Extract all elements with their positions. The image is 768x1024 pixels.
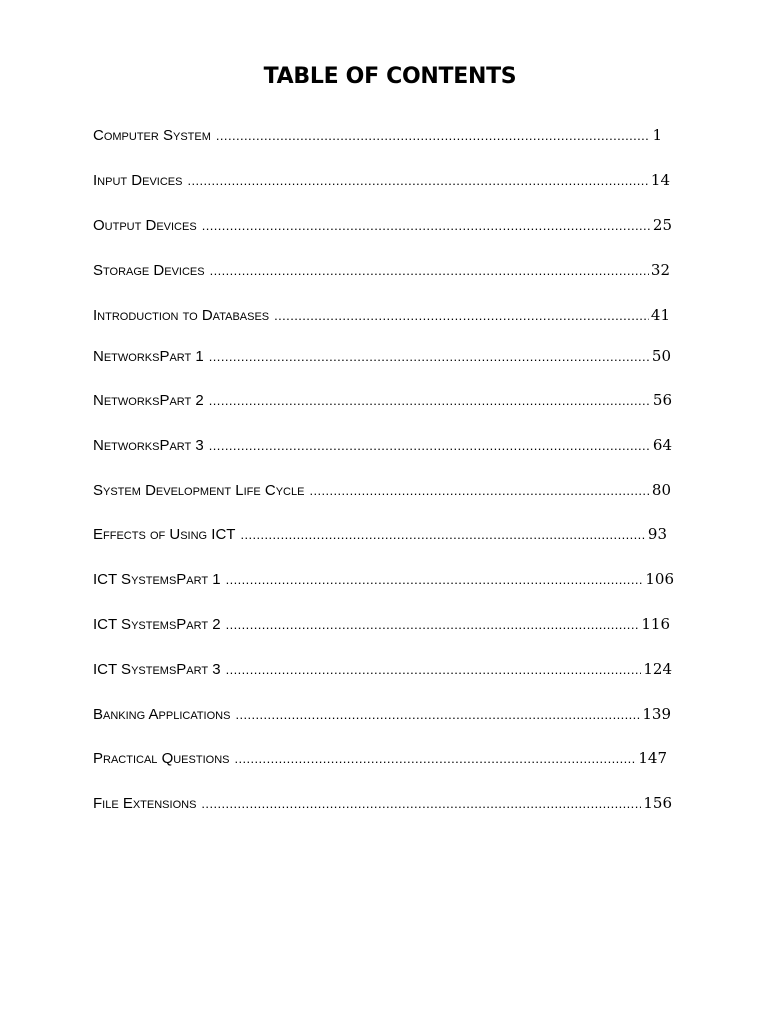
toc-entry: [93, 216, 672, 238]
toc-entry: [93, 306, 670, 328]
toc-entry-part: Part 1: [159, 348, 204, 365]
toc-entry-title: File Extensions: [93, 795, 197, 812]
toc-entry-page-number: 41: [650, 306, 670, 324]
dot-leader: [209, 438, 651, 453]
toc-entry-page-number: 106: [645, 570, 674, 588]
dot-leader: [226, 617, 640, 632]
page-title: TABLE OF CONTENTS: [263, 64, 517, 89]
dot-leader: [226, 572, 644, 587]
dot-leader: [209, 349, 650, 364]
toc-entry-page-number: 14: [650, 171, 670, 189]
dot-leader: [201, 796, 641, 811]
toc-entry: [93, 705, 671, 727]
toc-entry-page-number: 64: [652, 436, 672, 454]
toc-entry-title: System Development Life Cycle: [93, 482, 305, 499]
dot-leader: [309, 483, 649, 498]
toc-entry: [93, 436, 672, 458]
dot-leader: [226, 662, 642, 677]
toc-entry: [93, 126, 662, 148]
toc-entry: [93, 749, 667, 771]
toc-entry-page-number: 56: [652, 391, 672, 409]
toc-entry-page-number: 116: [641, 615, 670, 633]
toc-entry-page-number: 93: [647, 525, 667, 543]
toc-entry: [93, 525, 667, 547]
toc-entry-title: Computer System: [93, 127, 211, 144]
toc-entry-page-number: 139: [642, 705, 671, 723]
toc-entry-page-number: 25: [652, 216, 672, 234]
toc-entry-title: Introduction to Databases: [93, 307, 270, 324]
toc-entry-title: ICT Systems: [93, 616, 177, 633]
toc-entry: [93, 261, 670, 283]
toc-entry: [93, 570, 674, 592]
toc-entry-page-number: 124: [643, 660, 672, 678]
toc-entry-title: ICT Systems: [93, 571, 177, 588]
toc-entry-page-number: 50: [651, 347, 671, 365]
toc-entry: [93, 794, 672, 816]
dot-leader: [216, 128, 651, 143]
toc-entry-title: Storage Devices: [93, 262, 205, 279]
toc-entry-page-number: 1: [652, 126, 662, 144]
dot-leader: [210, 263, 649, 278]
dot-leader: [234, 751, 636, 766]
dot-leader: [240, 527, 645, 542]
toc-entry: [93, 391, 672, 413]
toc-entry-part: Part 2: [176, 616, 221, 633]
toc-entry: [93, 347, 671, 369]
toc-entry: [93, 171, 670, 193]
toc-entry: [93, 660, 672, 682]
toc-entry-page-number: 147: [638, 749, 667, 767]
toc-entry-title: Networks: [93, 392, 160, 409]
toc-entry-part: Part 1: [176, 571, 221, 588]
toc-entry-title: Effects of Using ICT: [93, 526, 236, 543]
toc-entry-title: Output Devices: [93, 217, 197, 234]
toc-entry-title: Banking Applications: [93, 706, 231, 723]
dot-leader: [235, 707, 640, 722]
toc-entry-part: Part 2: [159, 392, 204, 409]
toc-entry-title: Networks: [93, 437, 160, 454]
toc-entry: [93, 615, 670, 637]
dot-leader: [202, 218, 651, 233]
dot-leader: [274, 308, 649, 323]
toc-entry-part: Part 3: [159, 437, 204, 454]
dot-leader: [187, 173, 648, 188]
toc-entry-part: Part 3: [176, 661, 221, 678]
toc-entry-title: ICT Systems: [93, 661, 177, 678]
toc-entry-title: Practical Questions: [93, 750, 230, 767]
toc-entry-page-number: 80: [651, 481, 671, 499]
dot-leader: [209, 393, 651, 408]
toc-entry: [93, 481, 671, 503]
toc-entry-title: Networks: [93, 348, 160, 365]
toc-entry-page-number: 156: [643, 794, 672, 812]
toc-entry-title: Input Devices: [93, 172, 183, 189]
toc-entry-page-number: 32: [650, 261, 670, 279]
